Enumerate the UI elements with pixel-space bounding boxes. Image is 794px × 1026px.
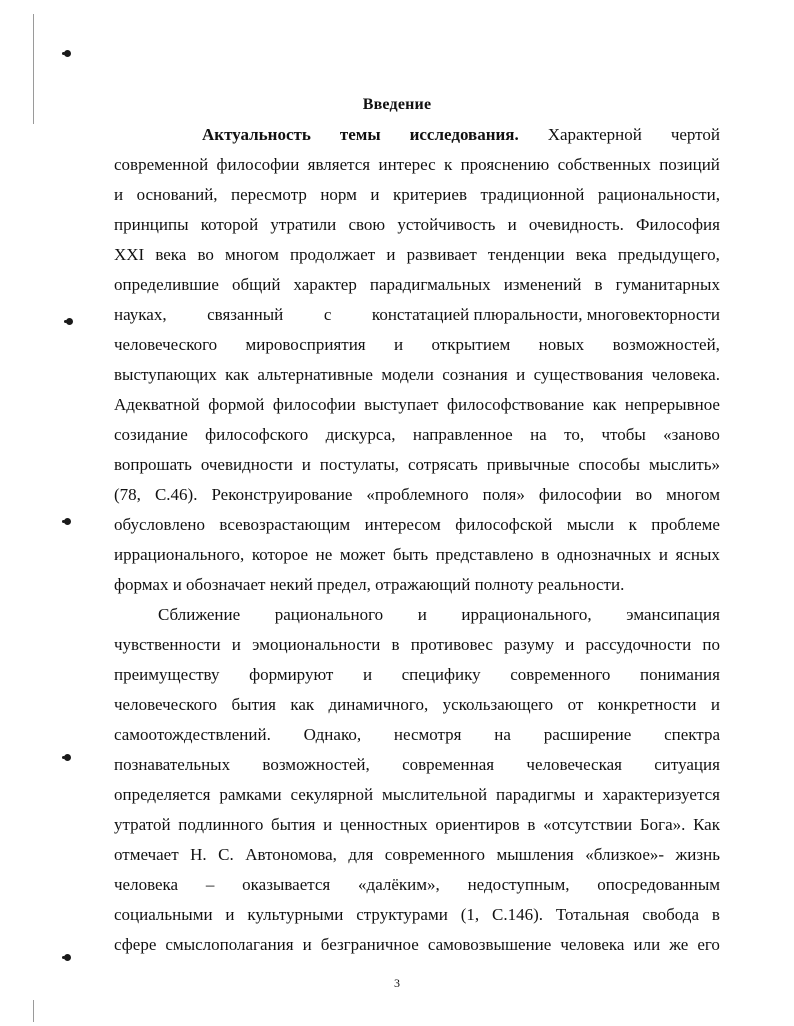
word: человеческого — [114, 335, 218, 354]
text-line — [114, 210, 720, 240]
word: с — [323, 305, 332, 324]
word: интерес — [378, 155, 436, 174]
word: эмоциональности — [252, 635, 381, 654]
word: противовес — [410, 635, 493, 654]
word: существования — [533, 365, 644, 384]
word: формой — [208, 395, 265, 414]
word: мыслить» — [648, 455, 720, 474]
word: свою — [348, 215, 386, 234]
word: поля» — [482, 485, 525, 504]
word: утратили — [270, 215, 337, 234]
word: «близкое»- — [585, 845, 665, 864]
word: жизнь — [675, 845, 720, 864]
word: предыдущего, — [617, 245, 720, 264]
binding-hole-mark — [64, 50, 71, 57]
word: формах и обозначает некий предел, отражающий полноту реальности. — [114, 575, 625, 594]
text-line — [114, 720, 720, 750]
word: структурами — [356, 905, 448, 924]
text-line — [114, 750, 720, 780]
word: и — [362, 665, 373, 684]
word: иррационального, — [461, 605, 592, 624]
word: формируют — [249, 665, 334, 684]
word: самоотождествлений. — [114, 725, 271, 744]
word: мировосприятия — [245, 335, 366, 354]
binding-hole-mark — [64, 754, 71, 761]
word: которое — [251, 545, 309, 564]
text-line — [114, 930, 720, 960]
word: современного — [510, 665, 611, 684]
word: и — [370, 185, 380, 204]
binding-hole-mark — [64, 518, 71, 525]
text-line — [114, 360, 720, 390]
word: развивает — [406, 245, 477, 264]
word: Н. — [190, 845, 207, 864]
word: рационального — [274, 605, 384, 624]
word: рамками — [219, 785, 282, 804]
word: и — [225, 905, 235, 924]
word: свобода — [642, 905, 699, 924]
word: многом — [666, 485, 720, 504]
word: всевозрастающим — [219, 515, 351, 534]
word: непрерывное — [624, 395, 720, 414]
text-line — [114, 270, 720, 300]
word: общий — [232, 275, 281, 294]
text-line — [114, 300, 720, 330]
word: специфику — [401, 665, 481, 684]
word: как — [592, 395, 617, 414]
word: подлинного — [178, 815, 264, 834]
text-line — [114, 180, 720, 210]
word: рациональности, — [597, 185, 720, 204]
word: бытия — [231, 695, 276, 714]
word: мышления — [496, 845, 574, 864]
word: в — [594, 275, 603, 294]
word: смыслополагания — [165, 935, 294, 954]
word: ясных — [675, 545, 720, 564]
word: традиционной — [480, 185, 585, 204]
word: культурными — [247, 905, 344, 924]
word: открытием — [431, 335, 511, 354]
text-line — [114, 330, 720, 360]
text-line — [114, 150, 720, 180]
word: пересмотр — [231, 185, 307, 204]
word: представлено — [435, 545, 534, 564]
word: «проблемного — [366, 485, 469, 504]
word: Характерной — [547, 125, 642, 144]
word: сознания — [442, 365, 508, 384]
word: может — [339, 545, 386, 564]
word: и — [301, 455, 311, 474]
word: оказывается — [242, 875, 331, 894]
text-line — [114, 390, 720, 420]
word: которой — [200, 215, 259, 234]
word: и — [114, 185, 124, 204]
word: философии — [272, 395, 356, 414]
word: продолжает — [289, 245, 376, 264]
word: и — [394, 335, 404, 354]
text-line — [114, 480, 720, 510]
word: опосредованным — [597, 875, 720, 894]
word: и — [417, 605, 427, 624]
word: и — [507, 215, 517, 234]
word: Автономова, — [245, 845, 337, 864]
text-line — [114, 870, 720, 900]
word: гуманитарных — [615, 275, 720, 294]
word: динамичного, — [328, 695, 429, 714]
word: или — [633, 935, 661, 954]
word: Как — [693, 815, 720, 834]
word: новых — [538, 335, 585, 354]
word: прояснению — [460, 155, 550, 174]
page-title: Введение — [362, 96, 432, 113]
word: очевидность. — [528, 215, 624, 234]
word: Философия — [636, 215, 720, 234]
word: тенденции — [487, 245, 565, 264]
word: сфере — [114, 935, 157, 954]
text-line — [114, 450, 720, 480]
word: науках, — [114, 305, 167, 324]
word: для — [348, 845, 374, 864]
word: иррационального, — [114, 545, 245, 564]
word: и — [658, 545, 668, 564]
word: человека — [114, 875, 179, 894]
text-line — [114, 810, 720, 840]
word: С.146). — [492, 905, 544, 924]
word: очевидности — [200, 455, 293, 474]
word: к — [628, 515, 637, 534]
word: чтобы — [601, 425, 646, 444]
word: (78, — [114, 485, 141, 504]
word: принципы — [114, 215, 189, 234]
word: Адекватной — [114, 395, 200, 414]
word: бытия — [271, 815, 316, 834]
word: чертой — [670, 125, 720, 144]
word: и — [565, 635, 575, 654]
word: позиций — [659, 155, 720, 174]
word: «отсутствии — [543, 815, 633, 834]
word: выступает — [364, 395, 439, 414]
word: проблеме — [651, 515, 720, 534]
word: характеризуется — [602, 785, 720, 804]
word: рассудочности — [585, 635, 692, 654]
word: и — [231, 635, 241, 654]
word: спектра — [664, 725, 720, 744]
word: во — [197, 245, 214, 264]
word: С. — [218, 845, 234, 864]
word: человека. — [651, 365, 720, 384]
word: (1, — [460, 905, 480, 924]
document-body — [114, 120, 720, 960]
word: мыслительной — [381, 785, 488, 804]
word: века — [575, 245, 607, 264]
word: современного — [384, 845, 485, 864]
word: философской — [455, 515, 553, 534]
word: выступающих — [114, 365, 217, 384]
text-line — [114, 120, 720, 150]
word: в — [391, 635, 400, 654]
word: века — [155, 245, 187, 264]
word: направленное — [412, 425, 513, 444]
text-line — [114, 510, 720, 540]
word: модели — [381, 365, 434, 384]
word: Бога». — [639, 815, 686, 834]
word: разуму — [504, 635, 555, 654]
word: однозначных — [556, 545, 652, 564]
text-line — [114, 660, 720, 690]
word: изменений — [503, 275, 582, 294]
word: во — [635, 485, 653, 504]
word: современной — [114, 155, 209, 174]
word: С.46). — [154, 485, 198, 504]
word: философии — [216, 155, 300, 174]
scan-margin-line — [33, 1000, 34, 1022]
word: эмансипация — [626, 605, 720, 624]
word: созидание — [114, 425, 188, 444]
text-line — [114, 420, 720, 450]
word: отмечает — [114, 845, 179, 864]
word: собственных — [557, 155, 651, 174]
word: безграничное — [320, 935, 419, 954]
word: альтернативные — [257, 365, 373, 384]
text-line — [114, 900, 720, 930]
word: Тотальная — [555, 905, 630, 924]
word: философствование — [447, 395, 585, 414]
word: и — [323, 815, 333, 834]
word: социальными — [114, 905, 213, 924]
heading-word: темы — [339, 125, 381, 144]
word: дискурса, — [325, 425, 396, 444]
word: оснований, — [136, 185, 218, 204]
word: возможностей, — [612, 335, 720, 354]
word: является — [307, 155, 371, 174]
binding-hole-mark — [66, 318, 73, 325]
word: не — [315, 545, 333, 564]
word: «далёким», — [358, 875, 440, 894]
word: преимуществу — [114, 665, 220, 684]
word: критериев — [392, 185, 467, 204]
word: то, — [564, 425, 585, 444]
word: парадигмы — [496, 785, 576, 804]
word: человека — [560, 935, 625, 954]
word: парадигмальных — [369, 275, 491, 294]
word: – — [205, 875, 215, 894]
word: привычные — [486, 455, 570, 474]
word: определившие — [114, 275, 219, 294]
word: как — [290, 695, 315, 714]
word: Однако, — [303, 725, 362, 744]
binding-hole-mark — [64, 954, 71, 961]
word: философии — [538, 485, 622, 504]
word: возможностей, — [262, 755, 370, 774]
word: и — [386, 245, 396, 264]
word: констатацией плюральности, многовекторности — [371, 305, 720, 324]
word: многом — [225, 245, 279, 264]
word: и — [516, 365, 526, 384]
text-line — [114, 780, 720, 810]
word: обусловлено — [114, 515, 205, 534]
word: способы — [578, 455, 641, 474]
text-line — [114, 690, 720, 720]
word: человеческого — [114, 695, 218, 714]
word: на — [530, 425, 547, 444]
word: утратой — [114, 815, 171, 834]
word: определяется — [114, 785, 211, 804]
word: его — [697, 935, 720, 954]
word: в — [541, 545, 550, 564]
word: ситуация — [654, 755, 720, 774]
word: XXI — [114, 245, 145, 264]
text-line — [114, 630, 720, 660]
heading-word: исследования. — [409, 125, 519, 144]
word: самовозвышение — [427, 935, 552, 954]
word: по — [702, 635, 720, 654]
word: чувственности — [114, 635, 221, 654]
word: недоступным, — [467, 875, 570, 894]
text-line — [114, 240, 720, 270]
text-line — [114, 570, 720, 600]
word: и — [302, 935, 312, 954]
word: Сближение — [158, 605, 241, 624]
word: постулаты, — [319, 455, 400, 474]
word: к — [443, 155, 453, 174]
word: ориентиров — [435, 815, 520, 834]
text-line — [114, 600, 720, 630]
word: норм — [320, 185, 357, 204]
word: ценностных — [339, 815, 428, 834]
word: несмотря — [393, 725, 462, 744]
text-line — [114, 540, 720, 570]
word: вопрошать — [114, 455, 192, 474]
heading-word: Актуальность — [202, 125, 311, 144]
word: философского — [205, 425, 309, 444]
word: в — [527, 815, 536, 834]
word: связанный — [207, 305, 284, 324]
word: Реконструирование — [211, 485, 353, 504]
word: человеческая — [526, 755, 622, 774]
word: как — [225, 365, 249, 384]
word: мысли — [566, 515, 615, 534]
word: быть — [392, 545, 429, 564]
word: интересом — [364, 515, 441, 534]
word: в — [711, 905, 720, 924]
word: и — [584, 785, 594, 804]
word: конкретности — [597, 695, 697, 714]
word: и — [710, 695, 720, 714]
word: современная — [402, 755, 495, 774]
word: понимания — [639, 665, 720, 684]
word: сотрясать — [407, 455, 478, 474]
text-line — [114, 840, 720, 870]
word: на — [494, 725, 511, 744]
word: секулярной — [290, 785, 374, 804]
word: познавательных — [114, 755, 231, 774]
word: расширение — [543, 725, 632, 744]
word: характер — [293, 275, 357, 294]
page-number: 3 — [394, 976, 400, 990]
word: ускользающего — [442, 695, 554, 714]
word: устойчивость — [397, 215, 496, 234]
word: от — [567, 695, 584, 714]
word: «заново — [663, 425, 720, 444]
word: же — [669, 935, 689, 954]
